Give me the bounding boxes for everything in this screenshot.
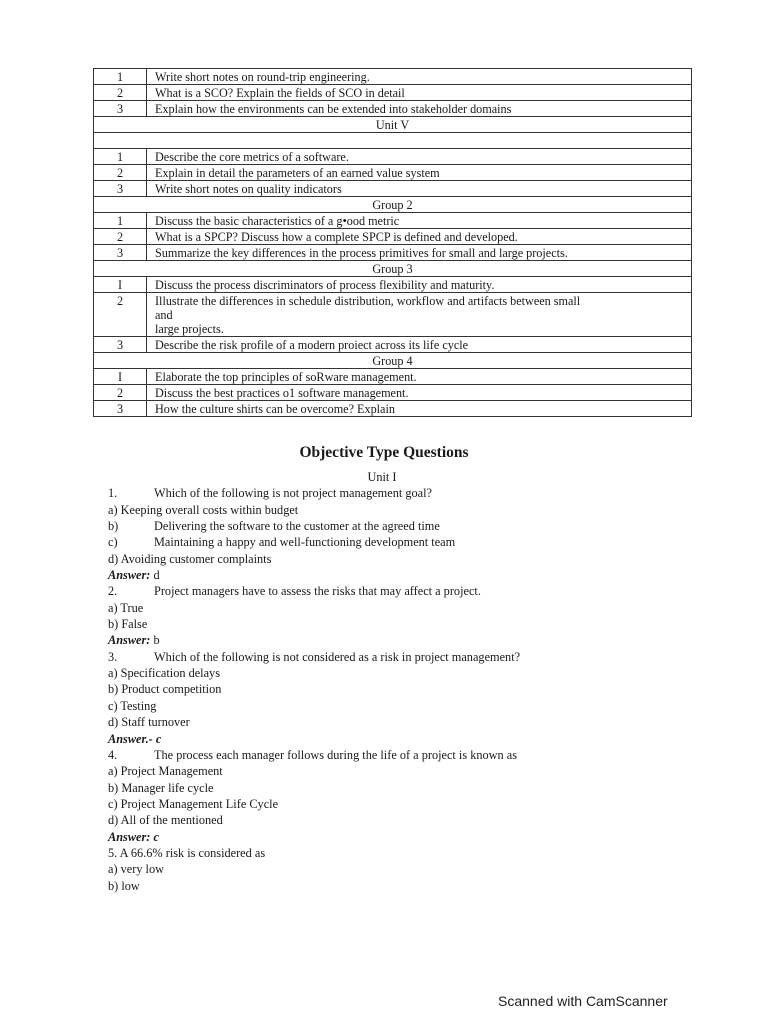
mcq-question: 5. A 66.6% risk is considered as [108, 845, 266, 860]
question-row [94, 181, 692, 197]
question-number: 1 [94, 213, 147, 229]
question-row [94, 229, 692, 245]
mcq-question [108, 485, 708, 501]
question-text: What is a SPCP? Discuss how a complete SPCP is defined and developed. [147, 229, 692, 245]
mcq-option: c) Testing [108, 698, 157, 713]
section-row [94, 197, 692, 213]
question-text-line: and [155, 308, 173, 322]
question-text: Discuss the process discriminators of process flexibility and maturity. [147, 277, 692, 293]
questions-table-body [94, 69, 692, 417]
question-text: Describe the risk profile of a modern proiect across its life cycle [147, 337, 692, 353]
mcq-question [108, 747, 708, 763]
option-label: b) [108, 519, 119, 534]
mcq-option: b) Manager life cycle [108, 780, 214, 795]
mcq-option: b) low [108, 878, 140, 893]
question-row [94, 85, 692, 101]
questions-table [93, 68, 692, 417]
question-text: Write short notes on quality indicators [147, 181, 692, 197]
mcq-number: 1. [108, 486, 118, 501]
question-text: Discuss the basic characteristics of a g•ood metric [147, 213, 692, 229]
mcq-answer [108, 829, 708, 845]
mcq-text: Project managers have to assess the risks that may affect a project. [154, 584, 481, 599]
mcq-option: a) Keeping overall costs within budget [108, 502, 299, 517]
question-number: 2 [94, 229, 147, 245]
scanner-watermark: Scanned with CamScanner [498, 993, 668, 1009]
unit-heading: Unit I [367, 470, 397, 484]
question-number: 3 [94, 401, 147, 417]
blank-cell [94, 133, 692, 149]
question-row [94, 369, 692, 385]
answer-label: Answer: [108, 568, 151, 583]
question-row [94, 245, 692, 261]
mcq-option: c) Project Management Life Cycle [108, 796, 279, 811]
question-text: What is a SCO? Explain the fields of SCO in detail [147, 85, 692, 101]
objective-title: Objective Type Questions [299, 444, 469, 461]
question-row [94, 165, 692, 181]
mcq-answer [108, 567, 708, 583]
question-number: 1 [94, 149, 147, 165]
question-text: Explain in detail the parameters of an earned value system [147, 165, 692, 181]
question-number: 3 [94, 181, 147, 197]
answer-value: d [150, 568, 160, 583]
mcq-option [108, 518, 708, 534]
question-text: How the culture shirts can be overcome? Explain [147, 401, 692, 417]
mcq-answer [108, 731, 708, 747]
answer-label: Answer: [108, 633, 151, 648]
question-number: 2 [94, 385, 147, 401]
question-text: Write short notes on round-trip engineering. [147, 69, 692, 85]
objective-questions [108, 469, 708, 894]
question-number: I [94, 277, 147, 293]
mcq-number: 4. [108, 747, 118, 762]
question-text: Discuss the best practices o1 software management. [147, 385, 692, 401]
question-number: I [94, 369, 147, 385]
mcq-option: a) very low [108, 862, 164, 877]
mcq-option: b) Product competition [108, 682, 222, 697]
question-number: 2 [94, 165, 147, 181]
option-text: Delivering the software to the customer at the agreed time [154, 519, 440, 534]
question-number: 2 [94, 293, 147, 337]
mcq-option: a) Project Management [108, 764, 223, 779]
question-row [94, 101, 692, 117]
mcq-question [108, 649, 708, 665]
answer-value: b [150, 633, 160, 648]
mcq-number: 2. [108, 584, 118, 599]
section-heading: Group 2 [94, 197, 692, 213]
question-row [94, 385, 692, 401]
mcq-option: d) Staff turnover [108, 715, 190, 730]
question-row [94, 149, 692, 165]
question-number: 3 [94, 245, 147, 261]
mcq-question [108, 583, 708, 599]
question-row [94, 69, 692, 85]
mcq-number: 3. [108, 649, 118, 664]
question-number: 3 [94, 337, 147, 353]
section-row [94, 261, 692, 277]
question-row [94, 401, 692, 417]
mcq-option: d) Avoiding customer complaints [108, 551, 272, 566]
question-number: 1 [94, 69, 147, 85]
question-number: 3 [94, 101, 147, 117]
section-row [94, 353, 692, 369]
option-text: Maintaining a happy and well-functioning development team [154, 535, 456, 550]
question-row [94, 293, 692, 337]
mcq-text: Which of the following is not considered as a risk in project management? [154, 649, 521, 664]
question-text-line: Illustrate the differences in schedule distribution, workflow and artifacts between small [155, 294, 581, 308]
question-row [94, 337, 692, 353]
mcq-text: The process each manager follows during the life of a project is known as [154, 747, 517, 762]
blank-row [94, 133, 692, 149]
question-number: 2 [94, 85, 147, 101]
mcq-option: d) All of the mentioned [108, 813, 223, 828]
question-text-line: large projects. [155, 322, 224, 336]
question-row [94, 213, 692, 229]
mcq-option [108, 534, 708, 550]
mcq-option: a) True [108, 600, 144, 615]
mcq-option: b) False [108, 617, 148, 632]
question-text [147, 293, 692, 337]
mcq-option: a) Specification delays [108, 666, 220, 681]
answer-label: Answer.- c [108, 731, 162, 746]
mcq-text: Which of the following is not project management goal? [154, 486, 432, 501]
question-text: Elaborate the top principles of soRware management. [147, 369, 692, 385]
question-text: Explain how the environments can be extended into stakeholder domains [147, 101, 692, 117]
section-heading: Group 3 [94, 261, 692, 277]
mcq-answer [108, 632, 708, 648]
section-heading: Group 4 [94, 353, 692, 369]
section-heading: Unit V [94, 117, 692, 133]
question-row [94, 277, 692, 293]
section-row [94, 117, 692, 133]
question-text: Summarize the key differences in the process primitives for small and large projects. [147, 245, 692, 261]
option-label: c) [108, 535, 118, 550]
question-text: Describe the core metrics of a software. [147, 149, 692, 165]
answer-label: Answer: c [108, 829, 159, 844]
